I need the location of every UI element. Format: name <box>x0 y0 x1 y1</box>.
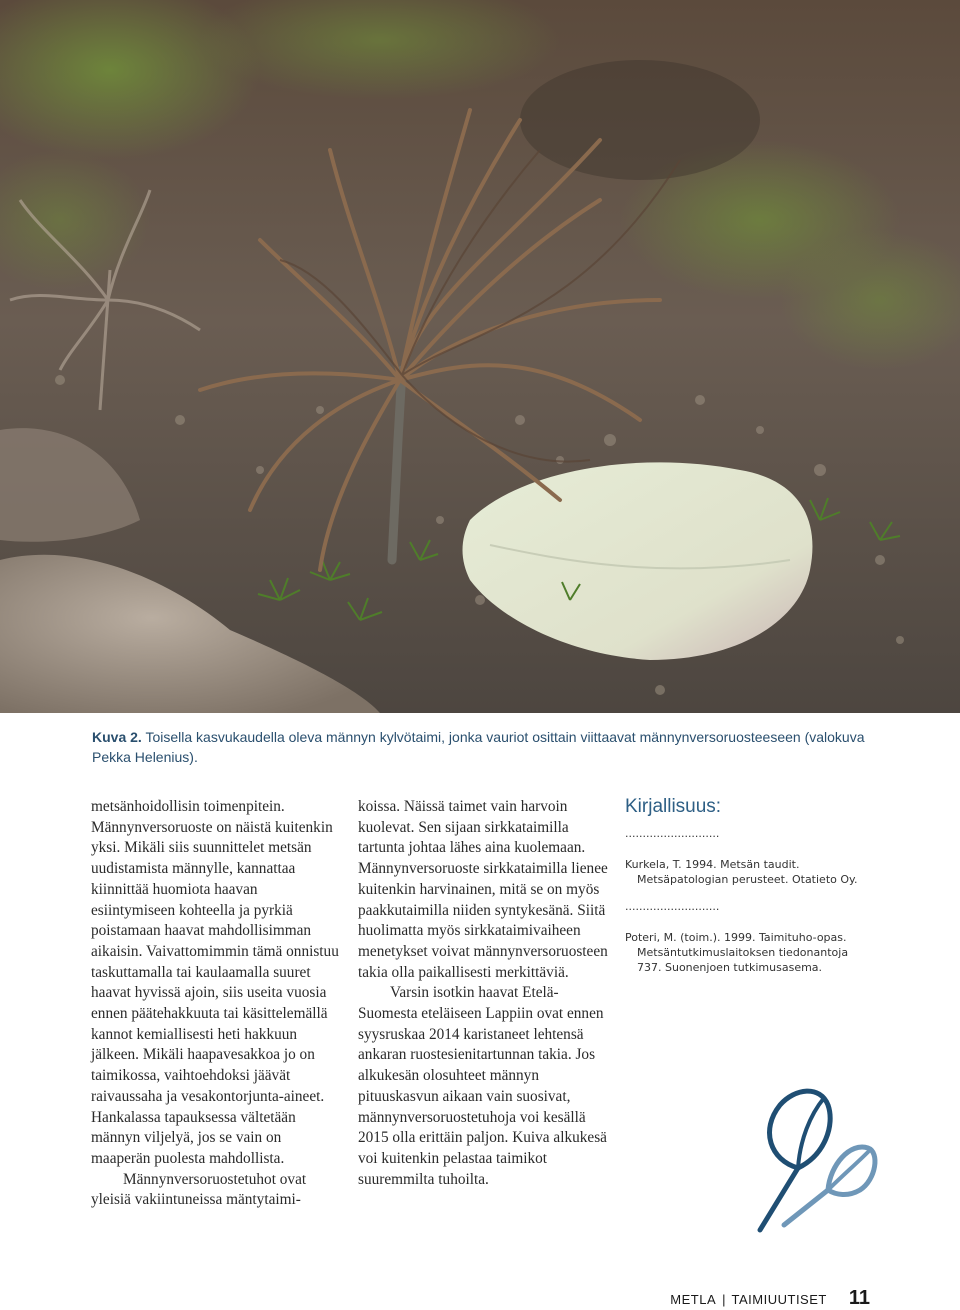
body-column-2 <box>358 797 608 1190</box>
paragraph: metsänhoidollisin toimenpitein. Männynversoruoste on näistä kuitenkin yksi. Mikäli siis suunnittelet metsän uudistamista männylle, kannattaa kiinnittää huomiota haavan esiintymiseen kohteella ja pyrkiä poistamaan haavat mahdollisimman aikaisin. Vaivattomimmin tämä onnistuu taskuttamalla tai kaulaamalla suuret haavat hyvissä ajoin, siis useita vuosia ennen päätehakkuuta tai käsittelemällä kannot kemiallisesti heti hakkuun jälkeen. Mikäli haapavesakkoa jo on taimikossa, vaihtoehdoksi jäävät raivaussaha ja vesakontorjunta-aineet. Hankalassa tapauksessa vältetään männyn viljelyä, jos se vain on maaperän puolesta mahdollista. <box>91 798 339 1167</box>
reference-item: Kurkela, T. 1994. Metsän taudit. Metsäpatologian perusteet. Otatieto Oy. <box>625 858 858 887</box>
metla-leaf-logo <box>740 1080 880 1240</box>
footer-separator: | <box>722 1292 726 1307</box>
footer-publication: TAIMIUUTISET <box>731 1292 827 1307</box>
page-footer <box>670 1287 870 1310</box>
body-column-1 <box>91 797 341 1211</box>
references-heading: Kirjallisuus: <box>625 796 722 817</box>
caption-label: Kuva 2. <box>92 729 142 745</box>
paragraph: Varsin isotkin haavat Etelä-Suomesta eteläiseen Lappiin ovat ennen syysruskaa 2014 karistaneet lehtensä ankaran ruostesienitartunnan takia. Jos alkukesän olosuhteet männyn pituuskasvun aikaan vain suosivat, männynversoruostetuhoja voi kesällä 2015 olla erittäin paljon. Kuiva alkukesä voi kuitenkin pelastaa taimikot suuremmilta tuhoilta. <box>358 984 607 1188</box>
references-list <box>625 826 875 986</box>
figure-caption <box>92 727 882 767</box>
caption-text: Toisella kasvukaudella oleva männyn kylvötaimi, jonka vauriot osittain viittaavat männynversoruosteeseen (valokuva Pekka Helenius). <box>92 729 865 765</box>
paragraph: koissa. Näissä taimet vain harvoin kuolevat. Sen sijaan sirkkataimilla tartunta johtaa lähes aina kuolemaan. Männynversoruoste sirkkataimilla lienee kuitenkin harvinainen, mitä se on myös paakkutaimilla niiden syntykesänä. Siitä huolimatta myös sirkkataimivaiheen menetykset voivat männynversoruosteen takia olla paikallisesti merkittäviä. <box>358 798 608 981</box>
references-dots: ........................... <box>625 827 720 840</box>
references-dots: ........................... <box>625 899 720 913</box>
reference-item: Poteri, M. (toim.). 1999. Taimituho-opas. Metsäntutkimuslaitoksen tiedonantoja 737. Suonenjoen tutkimusasema. <box>625 930 849 975</box>
paragraph: Männynversoruostetuhot ovat yleisiä vakiintuneissa mäntytaimi- <box>91 1170 307 1209</box>
footer-brand: METLA <box>670 1292 717 1307</box>
page-number: 11 <box>848 1287 870 1309</box>
